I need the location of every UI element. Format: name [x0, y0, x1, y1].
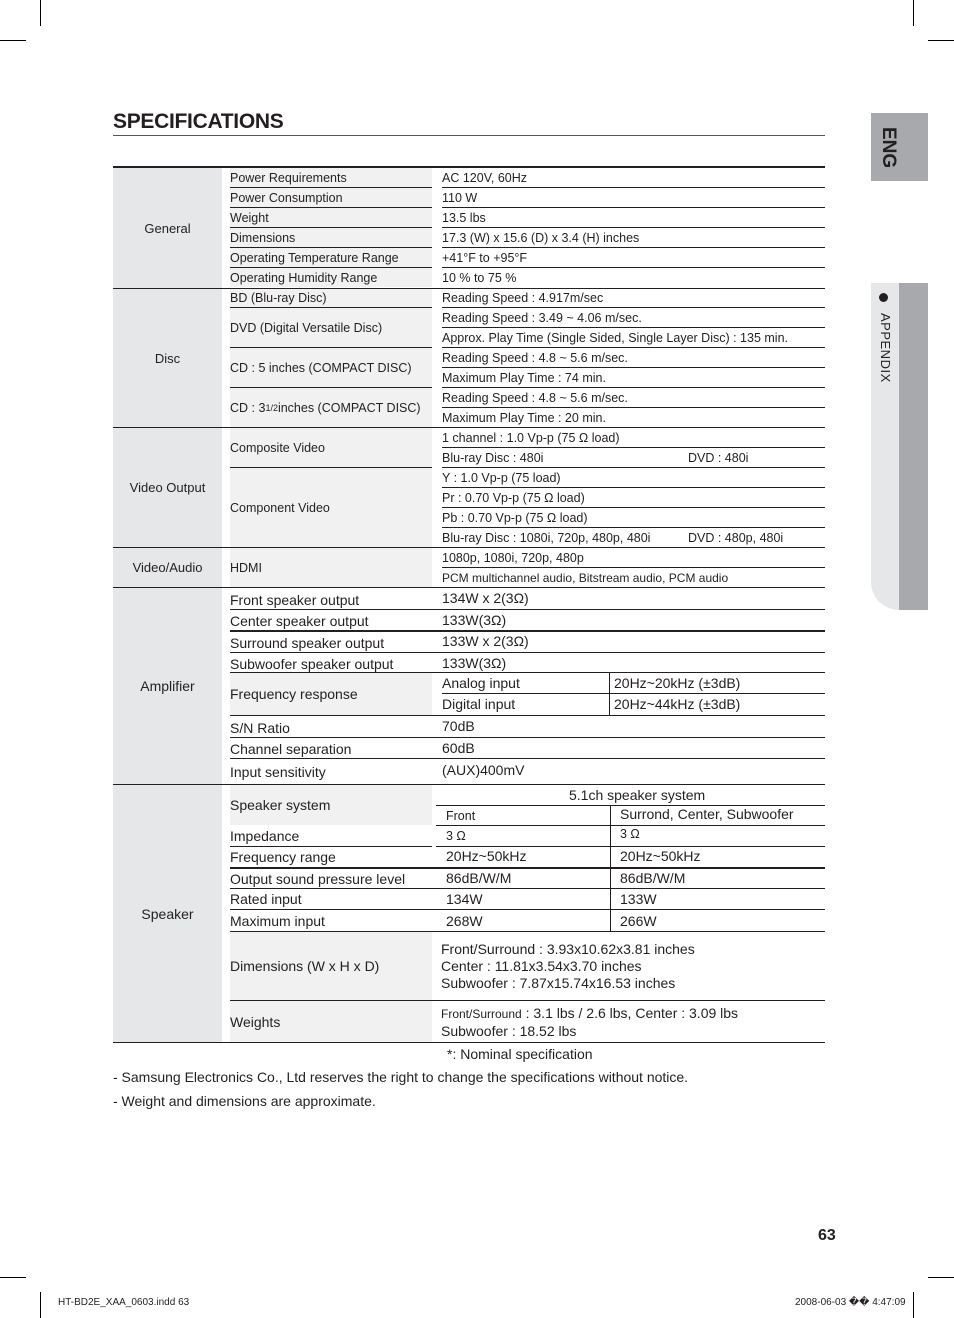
nominal-note: *: Nominal specification: [447, 1046, 593, 1062]
spec-value: 266W: [620, 913, 657, 929]
spec-value: 20Hz~44kHz (±3dB): [614, 696, 741, 712]
spec-label: DVD (Digital Versatile Disc): [230, 308, 432, 347]
column-header: Front: [446, 808, 476, 823]
crop-mark: [928, 40, 954, 41]
spec-label: Rated input: [230, 891, 302, 907]
spec-label: Operating Temperature Range: [230, 248, 432, 267]
spec-value: 1080p, 1080i, 720p, 480p: [442, 550, 584, 565]
row-rule: [230, 609, 825, 610]
column-rule: [610, 806, 611, 932]
spec-label: Component Video: [230, 468, 432, 547]
section-tab-label: APPENDIX: [878, 313, 893, 383]
spec-label: Composite Video: [230, 428, 432, 467]
row-rule: [230, 737, 825, 738]
category-general: General: [113, 168, 222, 288]
spec-label: Dimensions: [230, 228, 432, 247]
spec-value: Front/Surround : 3.93x10.62x3.81 inches: [441, 941, 695, 957]
spec-value: Reading Speed : 4.8 ~ 5.6 m/sec.: [442, 390, 628, 405]
spec-value: 3 Ω: [620, 827, 640, 841]
spec-value: Maximum Play Time : 74 min.: [442, 370, 606, 385]
spec-value: Subwoofer : 18.52 lbs: [441, 1023, 577, 1039]
page-number: 63: [818, 1227, 836, 1244]
section-tab: [871, 283, 928, 610]
spec-value: Blu-ray Disc : 480i: [442, 450, 544, 465]
spec-value: 70dB: [442, 718, 475, 734]
spec-label: Frequency range: [230, 849, 336, 865]
crop-mark: [928, 1277, 954, 1278]
spec-value: Digital input: [442, 696, 516, 712]
language-tab: [871, 113, 928, 181]
category-speaker: Speaker: [113, 785, 222, 1042]
spec-value: 86dB/W/M: [620, 870, 686, 886]
spec-value: 3 Ω: [446, 829, 466, 843]
spec-value: 20Hz~50kHz: [620, 848, 701, 864]
spec-value: Approx. Play Time (Single Sided, Single Layer Disc) : 135 min.: [442, 330, 788, 345]
spec-label: Power Requirements: [230, 168, 432, 187]
spec-label: Front speaker output: [230, 592, 360, 608]
spec-value: 134W: [446, 891, 483, 907]
spec-label: [230, 388, 432, 427]
row-rule: [442, 207, 825, 208]
column-header: Surrond, Center, Subwoofer: [620, 805, 794, 822]
spec-value: [441, 1005, 738, 1023]
row-rule: [230, 652, 825, 653]
footnote: - Weight and dimensions are approximate.: [113, 1093, 376, 1109]
row-rule: [230, 888, 825, 889]
spec-value: 13.5 lbs: [442, 210, 486, 225]
page-title: SPECIFICATIONS: [113, 110, 284, 133]
label-part: CD : 3: [230, 400, 266, 415]
weights-values: [441, 1005, 738, 1040]
spec-label: Speaker system: [230, 785, 432, 825]
spec-value: 10 % to 75 %: [442, 270, 517, 285]
language-tab-label: ENG: [878, 127, 899, 169]
spec-value: 268W: [446, 913, 483, 929]
dimensions-values: [441, 941, 695, 992]
row-rule: [230, 909, 825, 910]
crop-mark: [913, 0, 914, 26]
category-video-audio: Video/Audio: [113, 548, 222, 587]
spec-value: Reading Speed : 4.917m/sec: [442, 291, 604, 305]
value-part: : 3.1 lbs / 2.6 lbs, Center : 3.09 lbs: [521, 1005, 739, 1021]
spec-label: Dimensions (W x H x D): [230, 932, 432, 1000]
spec-value: Y : 1.0 Vp-p (75 load): [442, 470, 561, 485]
spec-value: 20Hz~50kHz: [446, 848, 527, 864]
title-rule: [113, 135, 825, 136]
spec-label: Center speaker output: [230, 613, 369, 629]
spec-value: Analog input: [442, 675, 520, 691]
spec-label: Operating Humidity Range: [230, 268, 432, 287]
footer-file: HT-BD2E_XAA_0603.indd 63: [58, 1297, 190, 1308]
spec-label: Weight: [230, 208, 432, 227]
spec-value: 133W(3Ω): [442, 612, 507, 628]
crop-mark: [913, 1292, 914, 1318]
spec-value: 17.3 (W) x 15.6 (D) x 3.4 (H) inches: [442, 230, 640, 245]
category-video-output: Video Output: [113, 428, 222, 547]
fraction: 1/2: [265, 402, 278, 413]
label-part: inches (COMPACT DISC): [277, 400, 421, 415]
spec-label: S/N Ratio: [230, 720, 290, 736]
spec-value: Subwoofer : 7.87x15.74x16.53 inches: [441, 975, 676, 991]
section-tab-band: [899, 283, 928, 610]
crop-mark: [40, 1292, 41, 1318]
spec-value: Maximum Play Time : 20 min.: [442, 410, 606, 425]
spec-label: Channel separation: [230, 741, 352, 757]
spec-value: 133W: [620, 891, 657, 907]
footer-timestamp: 2008-06-03 �� 4:47:09: [795, 1297, 906, 1308]
spec-value: 133W(3Ω): [442, 655, 507, 671]
row-rule: [442, 187, 825, 188]
crop-mark: [0, 1277, 26, 1278]
spec-label: CD : 5 inches (COMPACT DISC): [230, 348, 432, 387]
spec-label: Surround speaker output: [230, 635, 385, 651]
spec-label: Maximum input: [230, 913, 325, 929]
spec-label: Frequency response: [230, 673, 432, 715]
spec-value: Blu-ray Disc : 1080i, 720p, 480p, 480i: [442, 530, 651, 545]
spec-value: 86dB/W/M: [446, 870, 512, 886]
spec-value: +41°F to +95°F: [442, 250, 528, 265]
spec-value: (AUX)400mV: [442, 762, 525, 778]
footnote: - Samsung Electronics Co., Ltd reserves the right to change the specifications without notice.: [113, 1069, 689, 1085]
bullet-icon: [879, 293, 888, 302]
spec-value: 20Hz~20kHz (±3dB): [614, 675, 741, 691]
category-disc: Disc: [113, 289, 222, 428]
value-part: Front/Surround: [441, 1007, 522, 1021]
row-rule: [230, 715, 825, 716]
spec-label: Input sensitivity: [230, 764, 326, 780]
spec-value: DVD : 480p, 480i: [688, 530, 784, 545]
crop-mark: [0, 40, 26, 41]
spec-value: Center : 11.81x3.54x3.70 inches: [441, 958, 642, 974]
spec-label: Subwoofer speaker output: [230, 656, 394, 672]
spec-label: Weights: [230, 1001, 432, 1042]
spec-value: 133W x 2(3Ω): [442, 633, 529, 649]
spec-label: Impedance: [230, 828, 300, 844]
spec-value: 134W x 2(3Ω): [442, 590, 529, 606]
spec-label: HDMI: [230, 548, 432, 587]
spec-value: 110 W: [442, 190, 478, 205]
row-rule: [230, 758, 825, 759]
spec-value: AC 120V, 60Hz: [442, 170, 528, 185]
spec-value: PCM multichannel audio, Bitstream audio, PCM audio: [442, 570, 729, 585]
spec-label: BD (Blu-ray Disc): [230, 289, 432, 307]
spec-value: 60dB: [442, 740, 475, 756]
category-amplifier: Amplifier: [113, 588, 222, 784]
spec-value: Reading Speed : 4.8 ~ 5.6 m/sec.: [442, 350, 628, 365]
spec-value: 1 channel : 1.0 Vp-p (75 Ω load): [442, 430, 620, 445]
column-rule: [609, 673, 610, 715]
crop-mark: [40, 0, 41, 26]
spec-label: Output sound pressure level: [230, 871, 406, 887]
spec-value: 5.1ch speaker system: [569, 787, 706, 803]
spec-label: Power Consumption: [230, 188, 432, 207]
spec-value: DVD : 480i: [688, 450, 749, 465]
spec-value: Reading Speed : 3.49 ~ 4.06 m/sec.: [442, 310, 642, 325]
spec-value: Pr : 0.70 Vp-p (75 Ω load): [442, 490, 585, 505]
spec-value: Pb : 0.70 Vp-p (75 Ω load): [442, 510, 588, 525]
table-bottom-rule: [113, 1042, 825, 1043]
